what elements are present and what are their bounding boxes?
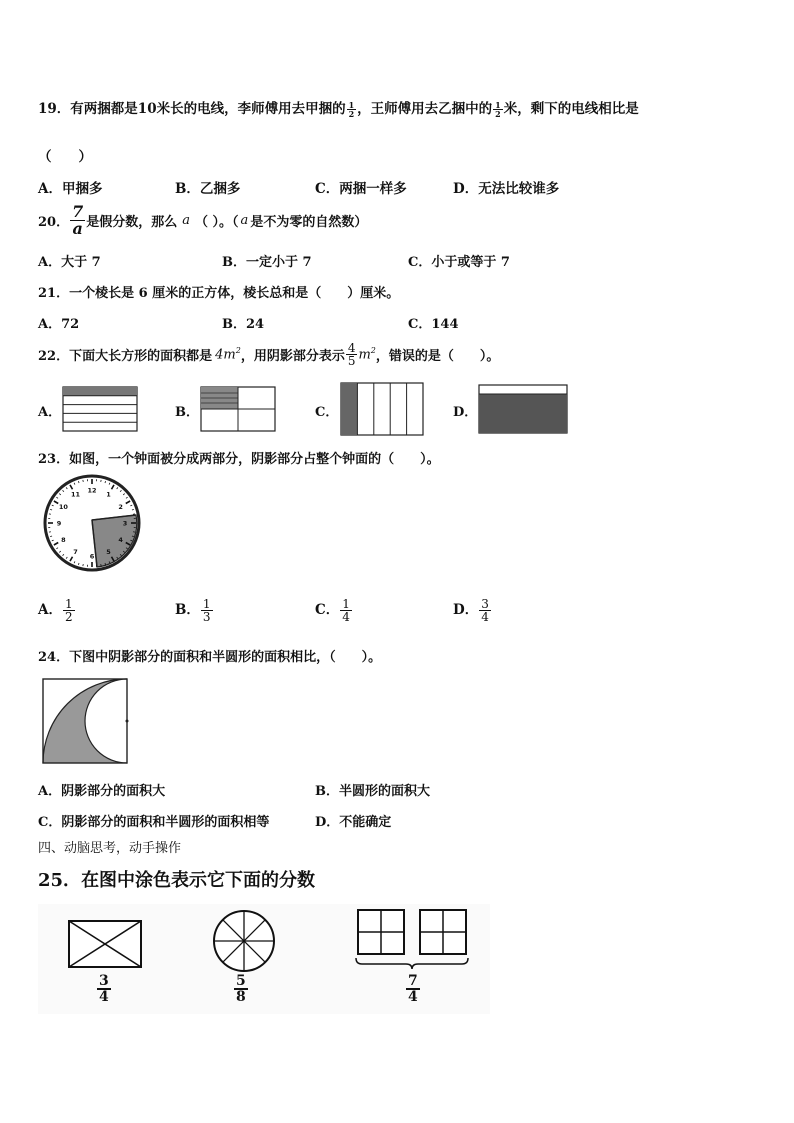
q23-option-c-fraction: $\frac{1}{4}$ bbox=[342, 597, 350, 624]
q22-area: $4m^2$ bbox=[215, 346, 241, 363]
q23-option-d-fraction: $\frac{3}{4}$ bbox=[481, 597, 489, 624]
q22-unit: $m^2$ bbox=[358, 346, 376, 363]
q24-figure[interactable] bbox=[42, 678, 130, 764]
q24-option-a[interactable]: A．阴影部分的面积大 bbox=[38, 784, 166, 799]
clock-shaded-part bbox=[89, 515, 137, 567]
q22-figure-b[interactable] bbox=[200, 386, 276, 432]
q25-brace bbox=[356, 958, 468, 969]
clock-number: 8 bbox=[61, 535, 66, 544]
q25-fraction-3: $\frac{7}{4}$ bbox=[408, 973, 418, 1005]
clock-number: 3 bbox=[122, 519, 128, 528]
q19-text-c: 米，剩下的电线相比是 bbox=[503, 101, 639, 117]
clock-number: 7 bbox=[73, 547, 78, 556]
q23-option-d-label: D． bbox=[453, 602, 479, 618]
q22-option-d[interactable]: D． bbox=[453, 405, 478, 420]
q25-circle-figure[interactable] bbox=[212, 909, 276, 973]
q19-line bbox=[38, 97, 639, 118]
q20-number: 20． bbox=[38, 215, 70, 230]
q24-option-b[interactable]: B．半圆形的面积大 bbox=[315, 784, 430, 799]
clock-number: 4 bbox=[118, 535, 123, 544]
clock-number: 11 bbox=[70, 490, 81, 499]
q20-line bbox=[38, 204, 367, 237]
q22-option-b[interactable]: B． bbox=[175, 405, 199, 420]
q20-fraction: $\frac{7}{a}$ bbox=[72, 202, 84, 238]
q22c-shade bbox=[341, 383, 357, 435]
q24-text: 下图中阴影部分的面积和半圆形的面积相比，（ ）。 bbox=[69, 650, 382, 665]
clock-number: 2 bbox=[118, 502, 123, 511]
q22-line bbox=[38, 342, 499, 367]
q25-line bbox=[38, 866, 315, 892]
q25-squares-figure[interactable] bbox=[354, 908, 470, 970]
q20-option-a[interactable]: A．大于 7 bbox=[38, 255, 101, 270]
q23-option-a[interactable] bbox=[38, 598, 76, 623]
q20-text-a: 是假分数，那么 bbox=[86, 215, 178, 230]
q24-option-c[interactable]: C．阴影部分的面积和半圆形的面积相等 bbox=[38, 815, 270, 830]
q23-text: 如图，一个钟面被分成两部分，阴影部分占整个钟面的（ ）。 bbox=[69, 452, 440, 467]
q24-line bbox=[38, 646, 381, 665]
q20-text-c: 是不为零的自然数） bbox=[250, 215, 368, 230]
q23-option-d[interactable] bbox=[453, 598, 492, 623]
q19-text-a: 有两捆都是10米长的电线，李师傅用去甲捆的 bbox=[70, 101, 346, 117]
q20-text-b: （ ）。（ bbox=[195, 215, 239, 230]
q25-fraction-2: $\frac{5}{8}$ bbox=[236, 973, 246, 1005]
q22-figure-d[interactable] bbox=[478, 384, 568, 434]
q25-number: 25． bbox=[38, 870, 82, 891]
clock-number: 1 bbox=[106, 490, 111, 499]
q19-option-a[interactable]: A．甲捆多 bbox=[38, 181, 103, 197]
section-4-title: 四、动脑思考，动手操作 bbox=[38, 841, 182, 856]
q22-fraction: $\frac{4}{5}$ bbox=[347, 341, 356, 368]
q22a-shade-1 bbox=[63, 387, 137, 396]
q23-option-c[interactable] bbox=[315, 598, 353, 623]
q25-text: 在图中涂色表示它下面的分数 bbox=[81, 870, 316, 891]
clock-number: 6 bbox=[89, 552, 95, 561]
q23-number: 23． bbox=[38, 452, 70, 467]
q19-option-c[interactable]: C．两捆一样多 bbox=[315, 181, 407, 197]
q20-option-c[interactable]: C．小于或等于 7 bbox=[408, 255, 510, 270]
q25-rectangle-figure[interactable] bbox=[68, 920, 142, 968]
q22-number: 22． bbox=[38, 349, 70, 364]
q20-var-b: a bbox=[240, 213, 249, 228]
q23-clock-figure[interactable] bbox=[42, 473, 142, 573]
q24-center-dot bbox=[126, 720, 129, 723]
clock-number: 12 bbox=[87, 486, 97, 495]
q25-fraction-1: $\frac{3}{4}$ bbox=[99, 973, 109, 1005]
q20-var-a: a bbox=[182, 213, 191, 228]
q21-number: 21． bbox=[38, 286, 70, 301]
q22-option-c[interactable]: C． bbox=[315, 405, 339, 420]
q22d-shade bbox=[479, 394, 567, 433]
q21-line bbox=[38, 282, 399, 301]
q24-number: 24． bbox=[38, 650, 70, 665]
q22-text-a: 下面大长方形的面积都是 bbox=[69, 349, 213, 364]
q23-option-a-label: A． bbox=[38, 602, 62, 618]
q19-number: 19． bbox=[38, 101, 71, 117]
q24-option-d[interactable]: D．不能确定 bbox=[315, 815, 392, 830]
q19-fraction-1: $\frac{1}{2}$ bbox=[348, 100, 355, 119]
q23-option-a-fraction: $\frac{1}{2}$ bbox=[64, 597, 73, 624]
q21-text: 一个棱长是 6 厘米的正方体，棱长总和是（ ）厘米。 bbox=[69, 286, 400, 301]
q21-option-b[interactable]: B．24 bbox=[222, 317, 265, 332]
q19-option-b[interactable]: B．乙捆多 bbox=[175, 181, 241, 197]
q22-text-c: ，错误的是（ ）。 bbox=[375, 349, 500, 364]
q22-figure-c[interactable] bbox=[340, 382, 424, 436]
clock-number: 5 bbox=[106, 547, 111, 556]
q21-option-a[interactable]: A．72 bbox=[38, 317, 80, 332]
q19-answer-paren: （ ） bbox=[38, 149, 92, 165]
q23-option-c-label: C． bbox=[315, 602, 340, 618]
q22-text-b: ，用阴影部分表示 bbox=[240, 349, 345, 364]
q19-text-b: ，王师傅用去乙捆中的 bbox=[357, 101, 493, 117]
q21-option-c[interactable]: C．144 bbox=[408, 317, 459, 332]
q19-fraction-2: $\frac{1}{2}$ bbox=[495, 100, 501, 119]
q22-figure-a[interactable] bbox=[62, 386, 138, 432]
clock-number: 10 bbox=[58, 502, 68, 511]
q23-option-b-fraction: $\frac{1}{3}$ bbox=[202, 597, 211, 624]
q23-option-b[interactable] bbox=[175, 598, 214, 623]
q19-option-d[interactable]: D．无法比较谁多 bbox=[453, 181, 560, 197]
q23-line bbox=[38, 448, 440, 467]
q23-option-b-label: B． bbox=[175, 602, 200, 618]
clock-number: 9 bbox=[56, 519, 62, 528]
q20-option-b[interactable]: B．一定小于 7 bbox=[222, 255, 312, 270]
q22-option-a[interactable]: A． bbox=[38, 405, 62, 420]
